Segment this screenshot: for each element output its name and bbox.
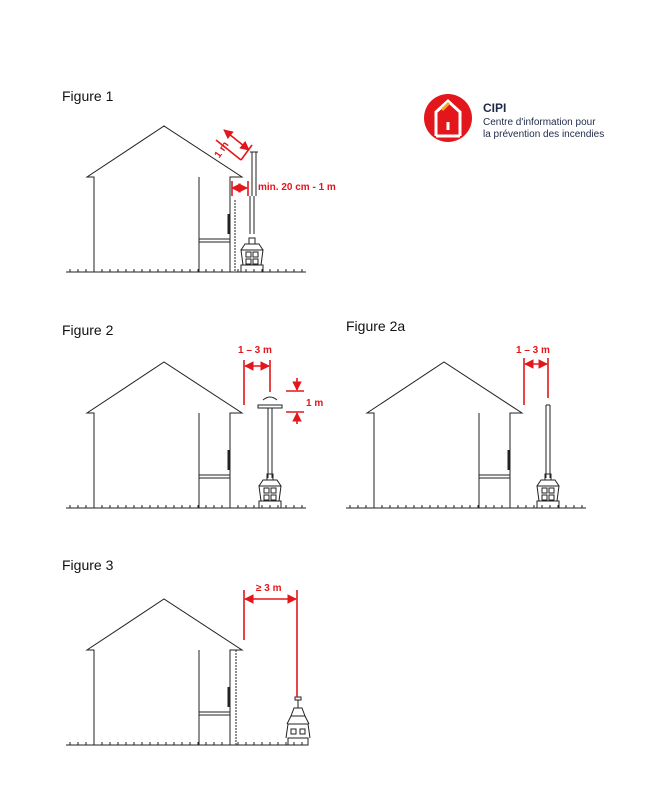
figure-3-heater (286, 697, 310, 745)
figure-2a-title: Figure 2a (346, 318, 406, 334)
figure-2-horizontal-dimension (238, 345, 272, 405)
figure-3-ground (66, 742, 306, 745)
figure-2 (62, 322, 323, 508)
figure-2a (346, 318, 586, 508)
figure-2-title: Figure 2 (62, 322, 114, 338)
figure-2-heater (258, 397, 282, 508)
figure-1-heater (235, 152, 263, 272)
cipi-logo (424, 94, 604, 142)
figure-1 (62, 88, 336, 272)
figure-3-house (87, 599, 242, 745)
figure-1-ground (66, 269, 306, 272)
figure-1-roof-dim-label: 1 m (212, 139, 232, 161)
figure-2-horizontal-dim-label: 1 – 3 m (238, 345, 272, 356)
figure-2-vertical-dimension (286, 378, 323, 424)
figure-2-house (87, 362, 242, 508)
figure-3 (62, 557, 310, 745)
figure-2a-horizontal-dimension (516, 345, 550, 405)
figure-1-title: Figure 1 (62, 88, 114, 104)
figure-1-wall-dim-label: min. 20 cm - 1 m (258, 182, 336, 193)
logo-subtitle-line2: la prévention des incendies (483, 129, 605, 140)
figure-2a-heater (537, 405, 559, 508)
logo-subtitle-line1: Centre d'information pour (483, 117, 596, 128)
figure-3-horizontal-dim-label: ≥ 3 m (256, 583, 282, 594)
figure-2a-horizontal-dim-label: 1 – 3 m (516, 345, 550, 356)
figure-2-vertical-dim-label: 1 m (306, 398, 324, 409)
figure-3-title: Figure 3 (62, 557, 114, 573)
figure-1-wall-dimension (232, 181, 336, 196)
figure-1-roof-dimension (213, 130, 252, 160)
figure-2a-house (367, 362, 522, 508)
logo-title: CIPI (483, 101, 507, 115)
figure-3-horizontal-dimension (244, 583, 297, 697)
